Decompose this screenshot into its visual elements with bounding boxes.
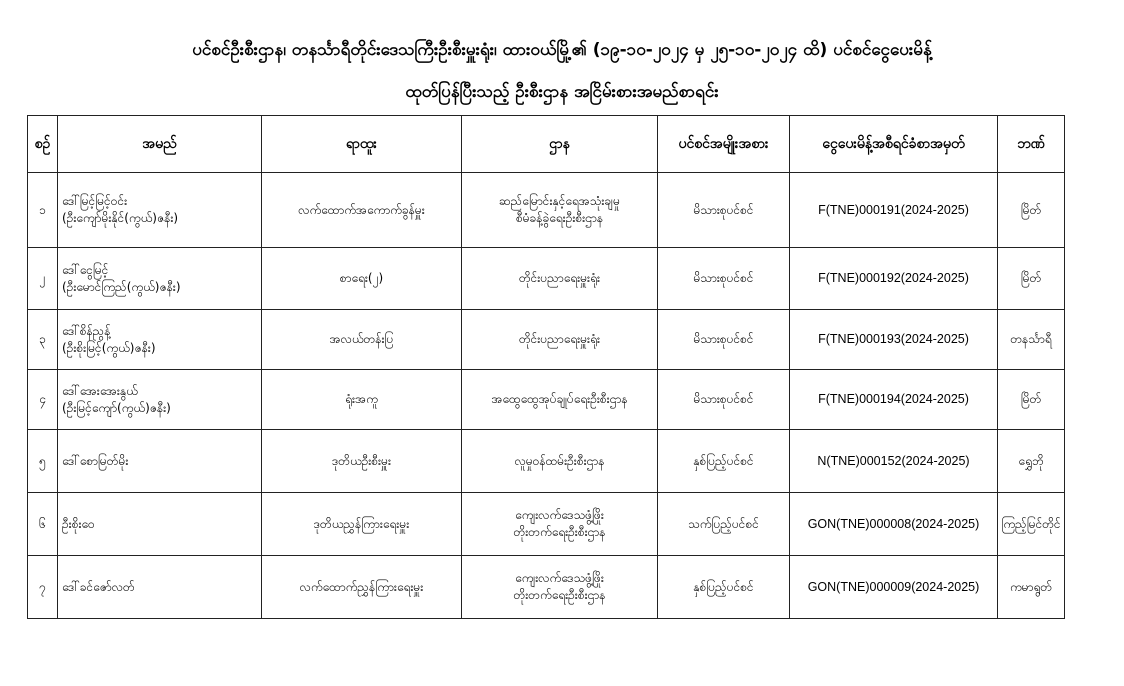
cell-no: ၇ bbox=[28, 556, 58, 619]
cell-order-no: GON(TNE)000008(2024-2025) bbox=[790, 493, 998, 556]
cell-department bbox=[462, 370, 658, 430]
cell-no: ၂ bbox=[28, 248, 58, 310]
document-title-line-2: ထုတ်ပြန်ပြီးသည့် ဦးစီးဌာန အငြိမ်းစားအမည်စာရင်း bbox=[405, 82, 719, 102]
cell-township: မြိတ် bbox=[998, 370, 1065, 430]
cell-name bbox=[58, 310, 262, 370]
cell-name bbox=[58, 430, 262, 493]
cell-name-line: (ဦးကျော်မိုးနိုင်(ကွယ်)ဇနီး) bbox=[62, 211, 179, 225]
header-township: ဘဏ် bbox=[998, 116, 1065, 173]
header-name: အမည် bbox=[58, 116, 262, 173]
cell-name bbox=[58, 173, 262, 248]
cell-department bbox=[462, 310, 658, 370]
cell-name-line: ဒေါ်မြင့်မြင့်ဝင်း bbox=[62, 194, 128, 208]
cell-rank: လက်ထောက်အကောက်ခွန်မှူး bbox=[262, 173, 462, 248]
cell-name-line: (ဦးမောင်ကြည်(ကွယ်)ဇနီး) bbox=[62, 279, 181, 294]
cell-order-no: F(TNE)000193(2024-2025) bbox=[790, 310, 998, 370]
header-pension-type: ပင်စင်အမျိုးအစား bbox=[658, 116, 790, 173]
table-row bbox=[28, 173, 1065, 248]
cell-name bbox=[58, 370, 262, 430]
cell-name-line: ဒေါ်စောမြတ်မိုး bbox=[62, 453, 129, 468]
cell-name-line: ဒေါ်အေးအေးနွယ် bbox=[62, 383, 138, 398]
cell-township: မြိတ် bbox=[998, 173, 1065, 248]
cell-rank: ဒုတိယညွှန်ကြားရေးမှူး bbox=[262, 493, 462, 556]
cell-no: ၄ bbox=[28, 370, 58, 430]
cell-name-line: ဒေါ်ခင်ဇော်လတ် bbox=[62, 579, 135, 594]
table-row bbox=[28, 430, 1065, 493]
document-title-line-1: ပင်စင်ဦးစီးဌာန၊ တနင်္သာရီတိုင်းဒေသကြီးဦးစီးမှူးရုံး၊ ထားဝယ်မြို့၏ (၁၉-၁၀-၂၀၂၄ မှ ၂၅-၁၀-၂၀၂၄ ထိ) ပင်စင်ငွေပေးမိန့် bbox=[192, 40, 932, 60]
cell-department-line: တိုင်းပညာရေးမှူးရုံး bbox=[518, 271, 601, 285]
cell-no: ၅ bbox=[28, 430, 58, 493]
cell-name-line: ဒေါ်ငွေမြင့် bbox=[62, 262, 109, 277]
cell-no: ၆ bbox=[28, 493, 58, 556]
cell-order-no: F(TNE)000191(2024-2025) bbox=[790, 173, 998, 248]
cell-pension-type: သက်ပြည့်ပင်စင် bbox=[658, 493, 790, 556]
cell-order-no: F(TNE)000192(2024-2025) bbox=[790, 248, 998, 310]
cell-department-line: ဆည်မြောင်းနှင့်ရေအသုံးချမှု bbox=[499, 194, 620, 208]
cell-department-line: တိုးတက်ရေးဦးစီးဌာန bbox=[513, 588, 606, 602]
header-order-no: ငွေပေးမိန့်အစီရင်ခံစာအမှတ် bbox=[790, 116, 998, 173]
cell-township: တနင်္သာရီ bbox=[998, 310, 1065, 370]
cell-pension-type: နှစ်ပြည့်ပင်စင် bbox=[658, 556, 790, 619]
cell-name-line: (ဦးမြင့်ကျော်(ကွယ်)ဇနီး) bbox=[62, 400, 171, 415]
cell-department-line: တိုင်းပညာရေးမှူးရုံး bbox=[518, 332, 601, 346]
cell-department-line: တိုးတက်ရေးဦးစီးဌာန bbox=[513, 525, 606, 539]
cell-pension-type: မိသားစုပင်စင် bbox=[658, 173, 790, 248]
cell-name-line: ဦးစိုးဝေ bbox=[62, 516, 95, 531]
cell-no: ၃ bbox=[28, 310, 58, 370]
cell-rank: စာရေး(၂) bbox=[262, 248, 462, 310]
cell-rank: လက်ထောက်ညွှန်ကြားရေးမှူး bbox=[262, 556, 462, 619]
cell-name bbox=[58, 556, 262, 619]
cell-name bbox=[58, 248, 262, 310]
header-no: စဉ် bbox=[28, 116, 58, 173]
cell-department-line: လူမှုဝန်ထမ်းဦးစီးဌာန bbox=[514, 453, 605, 468]
header-rank: ရာထူး bbox=[262, 116, 462, 173]
pension-list-table bbox=[27, 115, 1065, 619]
cell-township: ကမာရွတ် bbox=[998, 556, 1065, 619]
table-row bbox=[28, 493, 1065, 556]
cell-department bbox=[462, 430, 658, 493]
cell-name-line: ဒေါ်စိန်ညွန့် bbox=[62, 323, 111, 338]
cell-name bbox=[58, 493, 262, 556]
cell-rank: ရုံးအကူ bbox=[262, 370, 462, 430]
cell-department-line: ကျေးလက်ဒေသဖွံ့ဖြိုး bbox=[515, 508, 604, 522]
cell-department bbox=[462, 556, 658, 619]
cell-department bbox=[462, 248, 658, 310]
cell-township: ကြည့်မြင်တိုင် bbox=[998, 493, 1065, 556]
cell-rank: အလယ်တန်းပြ bbox=[262, 310, 462, 370]
table-row bbox=[28, 556, 1065, 619]
table-row bbox=[28, 248, 1065, 310]
table-header-row bbox=[28, 116, 1065, 173]
cell-pension-type: မိသားစုပင်စင် bbox=[658, 310, 790, 370]
cell-no: ၁ bbox=[28, 173, 58, 248]
cell-department bbox=[462, 493, 658, 556]
cell-pension-type: မိသားစုပင်စင် bbox=[658, 248, 790, 310]
cell-department bbox=[462, 173, 658, 248]
cell-department-line: ကျေးလက်ဒေသဖွံ့ဖြိုး bbox=[515, 571, 604, 585]
cell-pension-type: မိသားစုပင်စင် bbox=[658, 370, 790, 430]
cell-pension-type: နှစ်ပြည့်ပင်စင် bbox=[658, 430, 790, 493]
table-row bbox=[28, 370, 1065, 430]
table-row bbox=[28, 310, 1065, 370]
cell-order-no: F(TNE)000194(2024-2025) bbox=[790, 370, 998, 430]
cell-order-no: GON(TNE)000009(2024-2025) bbox=[790, 556, 998, 619]
cell-rank: ဒုတိယဦးစီးမှူး bbox=[262, 430, 462, 493]
cell-department-line: အထွေထွေအုပ်ချုပ်ရေးဦးစီးဌာန bbox=[491, 392, 628, 406]
cell-name-line: (ဦးစိုးမြင့်(ကွယ်)ဇနီး) bbox=[62, 340, 156, 355]
cell-township: ရွှေဘို bbox=[998, 430, 1065, 493]
cell-township: မြိတ် bbox=[998, 248, 1065, 310]
cell-department-line: စီမံခန့်ခွဲရေးဦးစီးဌာန bbox=[515, 211, 604, 225]
header-department: ဌာန bbox=[462, 116, 658, 173]
cell-order-no: N(TNE)000152(2024-2025) bbox=[790, 430, 998, 493]
